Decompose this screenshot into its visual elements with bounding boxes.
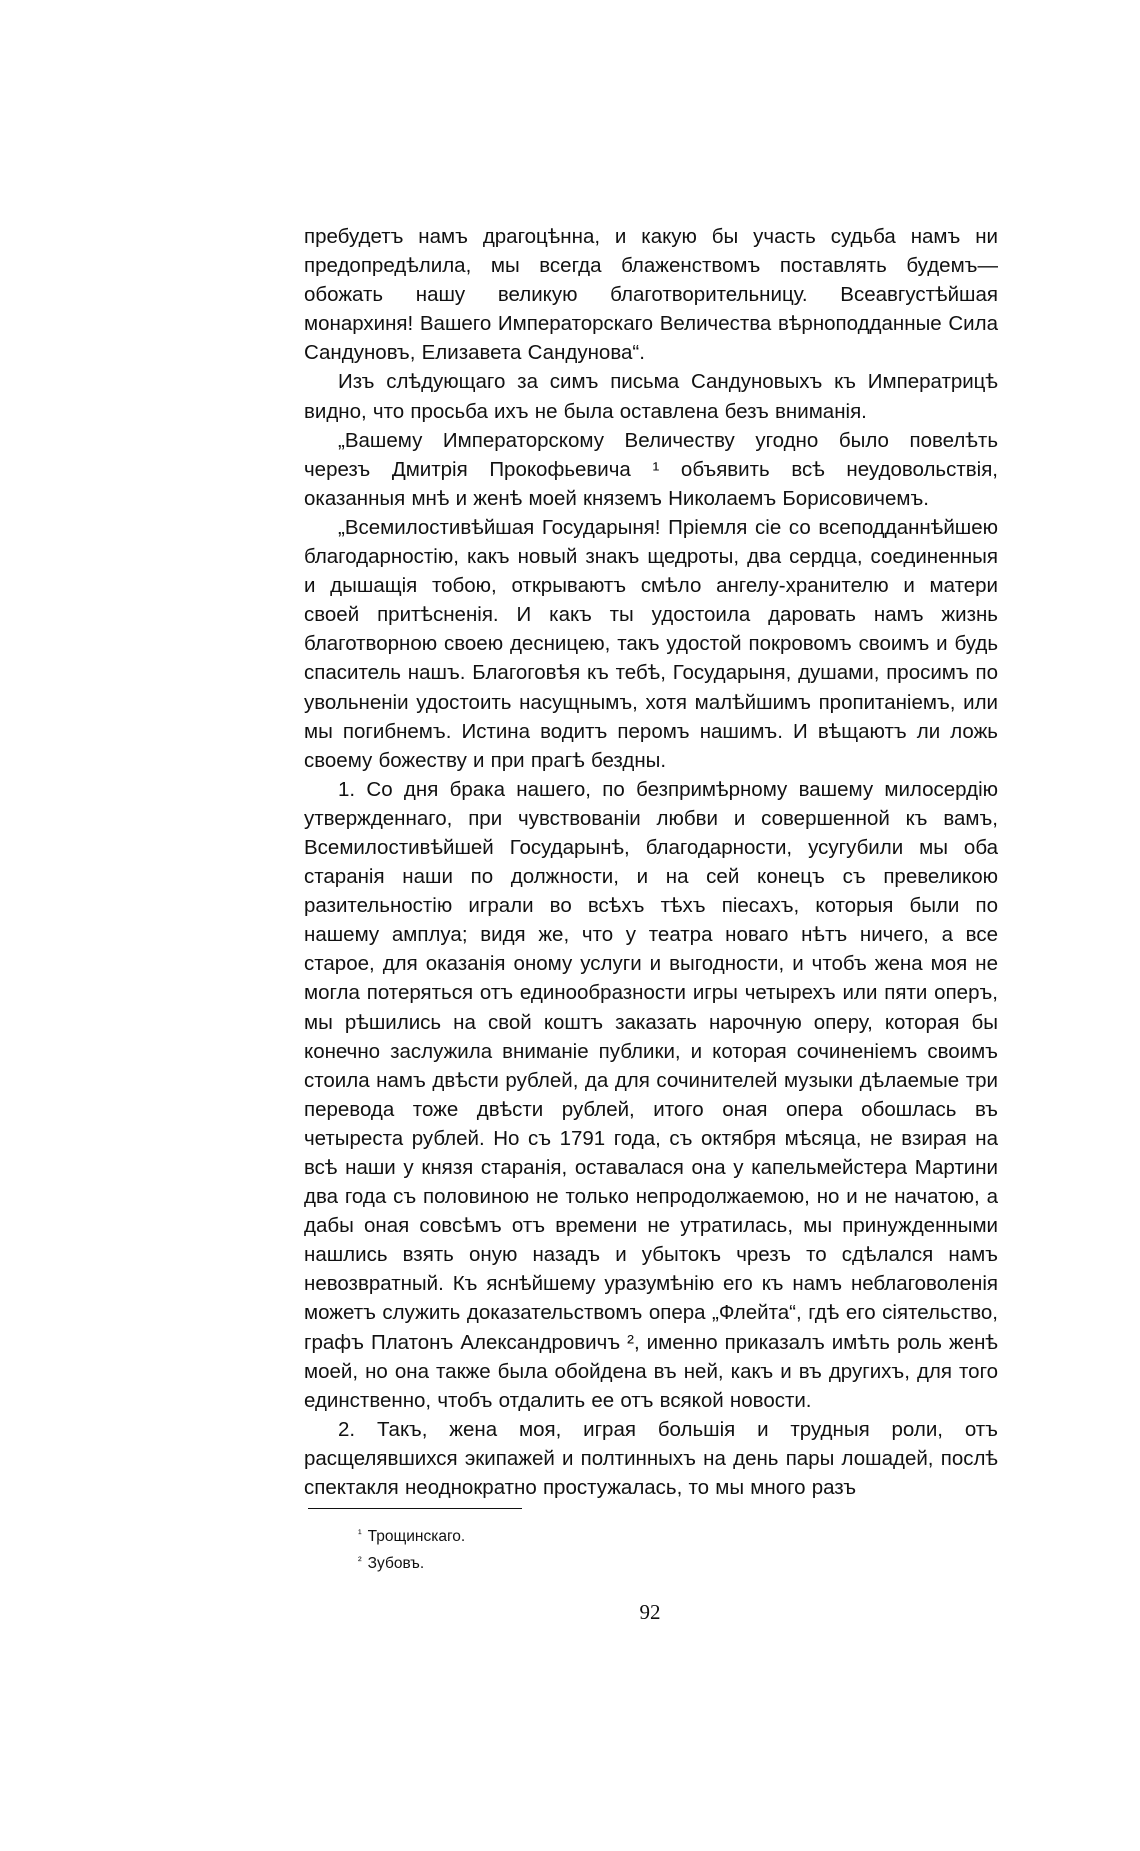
- footnote: [358, 1522, 758, 1549]
- paragraph: 2. Такъ, жена моя, играя большія и трудныя роли, отъ расщелявшихся экипажей и полтинныхъ на день пары лошадей, послѣ спектакля неоднократно простужалась, то мы много разъ: [304, 1417, 998, 1500]
- footnotes: [358, 1522, 758, 1576]
- paragraph: „Вашему Императорскому Величеству угодно было повелѣть черезъ Дмитрія Прокофьевича ¹ объявить всѣ неудовольствія, оказанныя мнѣ и женѣ моей княземъ Николаемъ Борисовичемъ.: [304, 428, 998, 510]
- paragraph: „Всемилостивѣйшая Государыня! Пріемля сіе со всеподданнѣйшею благодарностію, какъ новый знакъ щедроты, два сердца, соединенныя и дышащія тобою, открываютъ смѣло ангелу-хранителю и матери своей притѣсненія. И какъ ты удостоила даровать намъ жизнь благотворною своею десницею, такъ удостой покровомъ своимъ и будь спаситель нашъ. Благоговѣя къ тебѣ, Государыня, душами, просимъ по увольненіи удостоить насущнымъ, хотя малѣйшимъ пропитаніемъ, или мы погибнемъ. Истина водитъ перомъ нашимъ. И вѣщаютъ ли ложь своему божеству и при прагѣ бездны.: [304, 515, 998, 772]
- page-number: 92: [639, 1600, 661, 1624]
- paragraph: пребудетъ намъ драгоцѣнна, и какую бы участь судьба намъ ни предопредѣлила, мы всегда блаженствомъ поставлять будемъ— обожать нашу великую благотворительницу. Всеавгустѣйшая монархиня! Вашего Императорскаго Величества вѣрноподданные Сила Сандуновъ, Елизавета Сандунова“.: [304, 225, 998, 365]
- footnote-divider: [308, 1508, 522, 1509]
- main-text: [304, 222, 998, 1502]
- paragraph: Изъ слѣдующаго за симъ письма Сандуновыхъ къ Императрицѣ видно, что просьба ихъ не была оставлена безъ вниманія.: [304, 370, 998, 423]
- footnote-mark: ²: [358, 1555, 362, 1567]
- footnote: [358, 1549, 758, 1576]
- footnote-text: Зубовъ.: [367, 1555, 425, 1572]
- footnote-text: Трощинскаго.: [367, 1528, 466, 1545]
- paragraph: 1. Со дня брака нашего, по безпримѣрному вашему милосердію утвержденнаго, при чувствованіи любви и совершенной къ вамъ, Всемилостивѣйшей Государынѣ, благодарности, усугубили мы оба старанія наши по должности, и на сей конецъ съ превеликою разительностію играли во всѣхъ тѣхъ піесахъ, которыя были по нашему амплуа; видя же, что у театра новаго нѣтъ ничего, а все старое, для оказанія оному услуги и выгодности, и чтобъ жена моя не могла потеряться отъ единообразности игры четырехъ или пяти оперъ, мы рѣшились на свой коштъ заказать нарочную оперу, которая бы конечно заслужила вниманіе публики, и которая сочиненіемъ своимъ стоила намъ двѣсти рублей, да для сочинителей музыки дѣлаемые три перевода тоже двѣсти рублей, итого оная опера обошлась въ четыреста рублей. Но съ 1791 года, съ октября мѣсяца, не взирая на всѣ наши у князя старанія, оставалася она у капельмейстера Мартини два года съ половиною не только непродолжаемою, но и не начатою, а дабы оная совсѣмъ отъ времени не утратилась, мы принужденными нашлись взять оную назадъ и убытокъ чрезъ то сдѣлался намъ невозвратный. Къ яснѣйшему уразумѣнію его къ намъ неблаговоленія можетъ служить доказательствомъ опера „Флейта“, гдѣ его сіятельство, графъ Платонъ Александровичъ ², именно приказалъ имѣть роль женѣ моей, но она также была обойдена въ ней, какъ и въ другихъ, для того единственно, чтобъ отдалить ее отъ всякой новости.: [304, 777, 998, 1412]
- footnote-mark: ¹: [358, 1528, 362, 1540]
